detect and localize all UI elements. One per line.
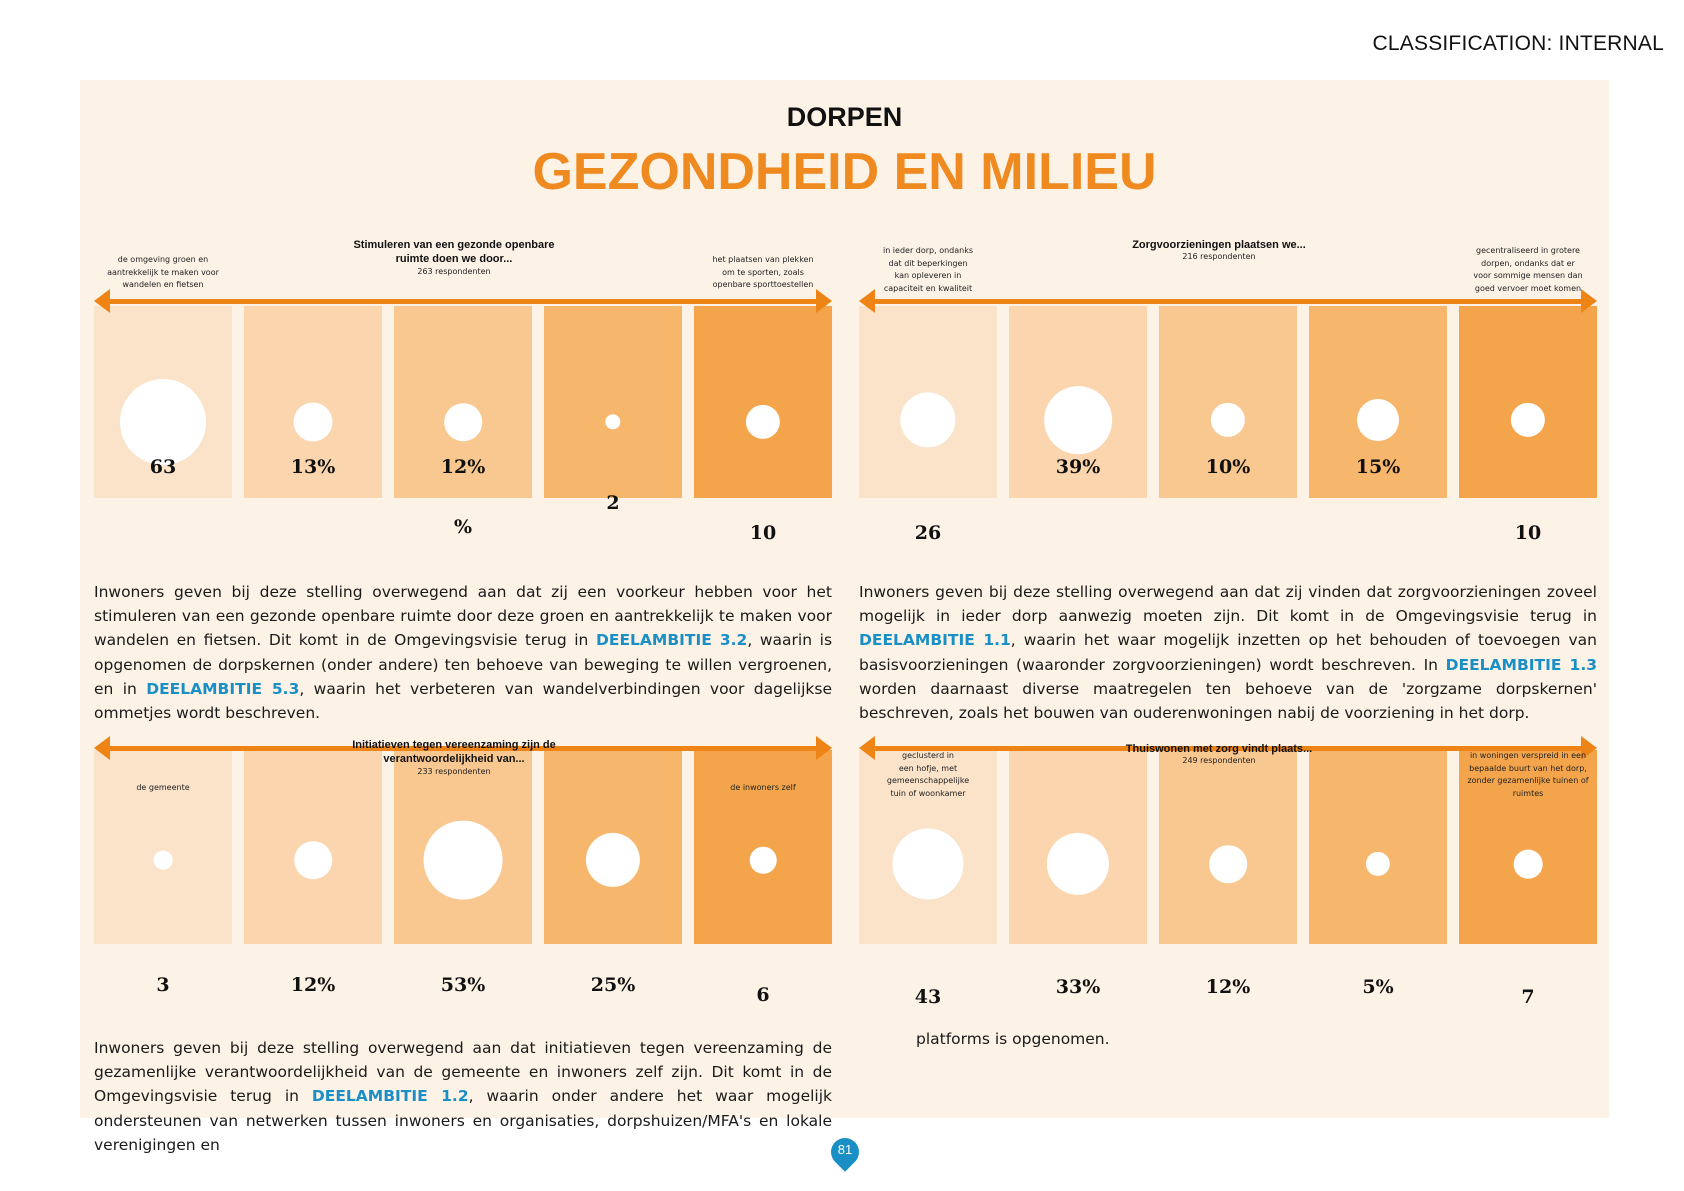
double-arrow-icon — [859, 295, 1597, 307]
response-bubble-2 — [1047, 833, 1109, 895]
scale-label-left — [94, 254, 232, 292]
scale-label-line: kan opleveren in — [894, 271, 962, 280]
paragraph-text: Inwoners geven bij deze stelling overwegend aan dat zij vinden dat zorgvoorzieningen zoveel mogelijk in ieder dorp aanwezig moeten zijn. Dit komt in de Omgevingsvisie terug in — [859, 583, 1597, 626]
value-label-4: 5% — [1362, 976, 1394, 998]
value-label-2: 33% — [1055, 976, 1101, 998]
link-deelambitie-1-3[interactable]: DEELAMBITIE 1.3 — [1445, 655, 1598, 674]
section-subtitle: DORPEN — [786, 102, 903, 132]
question-title — [304, 238, 604, 266]
paragraph-continued — [916, 1027, 1316, 1051]
scale-label-line: een hofje, met — [898, 763, 958, 773]
scale-column-1 — [94, 750, 232, 944]
scale-label-line: voor sommige mensen dan — [1473, 271, 1583, 280]
response-bubble-3 — [444, 403, 482, 441]
paragraph-text: , waarin is opgenomen de dorpskernen (onder andere) ten behoeve van beweging te willen vergroenen, en in — [94, 631, 833, 698]
response-bubble-3 — [424, 821, 503, 900]
scale-column-4 — [1309, 750, 1447, 944]
value-label-3: 53% — [440, 974, 486, 996]
question-title — [1069, 238, 1369, 252]
classification-label: CLASSIFICATION: INTERNAL — [1372, 32, 1664, 55]
scale-column-4 — [544, 306, 682, 498]
scale-label-line: dorpen, ondanks dat er — [1481, 258, 1575, 268]
scale-label-line: om te sporten, zoals — [722, 267, 804, 277]
value-label-5: 7 — [1521, 986, 1535, 1008]
scale-label-line: goed vervoer moet komen — [1474, 283, 1582, 293]
scale-label-left — [859, 750, 997, 800]
scale-label-line: bepaalde buurt van het dorp, — [1469, 763, 1587, 773]
chart-vereenzaming — [94, 732, 832, 1004]
value-label-4: 2 — [606, 492, 620, 514]
paragraph-text: platforms is opgenomen. — [916, 1030, 1110, 1048]
response-bubble-5 — [1514, 850, 1543, 879]
chart-thuiswonen-met-zorg — [859, 732, 1597, 1008]
response-bubble-1 — [892, 828, 963, 899]
scale-label-line: dat dit beperkingen — [888, 258, 968, 268]
value-label-1: 26 — [914, 522, 942, 544]
response-bubble-4 — [586, 833, 640, 887]
question-title-line-1: Initiatieven tegen vereenzaming zijn de — [352, 739, 556, 751]
scale-label-line: tuin of woonkamer — [890, 788, 966, 798]
paragraph-text: , waarin het waar mogelijk inzetten op het behouden of toevoegen van basisvoorzieningen (waaronder zorgvoorzieningen) wordt beschreven. In — [859, 631, 1598, 674]
paragraph-vereenzaming — [94, 1036, 832, 1157]
paragraph-text: worden daarnaast diverse maatregelen ten behoeve van de 'zorgzame dorpskernen' beschreven, zoals het bouwen van ouderenwoningen nabij de voorziening in het dorp. — [859, 679, 1597, 723]
paragraph-text: Inwoners geven bij deze stelling overwegend aan dat initiatieven tegen vereenzaming de gezamenlijke verantwoordelijkheid van de gemeente en inwoners zelf zijn. Dit komt in de Omgevingsvisie terug in — [94, 1039, 832, 1106]
scale-label-right — [1451, 245, 1605, 295]
scale-label-line: de inwoners zelf — [730, 783, 796, 792]
value-label-2: 39% — [1055, 456, 1101, 478]
chart-stimuleren-openbare-ruimte — [94, 239, 832, 558]
question-title — [1069, 742, 1369, 756]
response-bubble-1 — [900, 392, 955, 447]
scale-label-right — [686, 254, 840, 292]
response-bubble-5 — [750, 847, 777, 874]
link-deelambitie-1-2[interactable]: DEELAMBITIE 1.2 — [311, 1087, 469, 1106]
value-label-3: 12% — [440, 456, 486, 478]
scale-label-line: zonder gezamenlijke tuinen of — [1467, 776, 1589, 785]
value-label-5: 10 — [749, 522, 777, 544]
scale-label-line: in woningen verspreid in een — [1469, 751, 1587, 760]
scale-label-line: gemeenschappelijke — [886, 776, 970, 785]
value-label-1: 63 — [149, 456, 177, 478]
scale-label-line: de gemeente — [136, 783, 190, 792]
page-number: 81 — [837, 1142, 853, 1157]
response-bubble-4 — [1357, 399, 1399, 441]
question-title-line-2: ruimte doen we door... — [395, 253, 513, 265]
value-label-1: 43 — [914, 986, 942, 1008]
scale-column-5 — [694, 306, 832, 498]
value-label-5: 6 — [756, 984, 770, 1006]
question-title — [304, 738, 604, 766]
value-label-4: 15% — [1355, 456, 1401, 478]
paragraph-openbare-ruimte — [94, 580, 832, 725]
paragraph-text: , waarin het verbeteren van wandelverbindingen voor dagelijkse ommetjes wordt beschreven. — [94, 679, 832, 723]
scale-label-line: gecentraliseerd in grotere — [1476, 246, 1580, 255]
value-label-3: 12% — [1205, 976, 1251, 998]
response-bubble-3 — [1209, 845, 1247, 883]
double-arrow-icon — [94, 295, 832, 307]
question-title-line-2: verantwoordelijkheid van... — [383, 753, 525, 765]
scale-label-left — [94, 782, 232, 795]
paragraph-text: Inwoners geven bij deze stelling overwegend aan dat zij een voorkeur hebben voor het stimuleren van een gezonde openbare ruimte door deze groen en aantrekkelijk te maken voor wandelen en fietsen. Dit komt in de Omgevingsvisie terug in — [94, 583, 832, 650]
response-bubble-2 — [294, 841, 332, 879]
scale-label-left — [859, 245, 997, 295]
value-label-suffix-3: % — [453, 516, 473, 538]
scale-label-line: capaciteit en kwaliteit — [883, 283, 973, 293]
respondent-count: 216 respondenten — [1182, 252, 1256, 261]
scale-label-line: de omgeving groen en — [117, 255, 209, 264]
link-deelambitie-5-3[interactable]: DEELAMBITIE 5.3 — [146, 679, 300, 698]
scale-label-line: ruimtes — [1512, 788, 1544, 798]
value-label-2: 13% — [290, 456, 336, 478]
value-label-2: 12% — [290, 974, 336, 996]
response-bubble-2 — [293, 402, 332, 441]
respondent-count: 233 respondenten — [417, 767, 491, 776]
value-label-3: 10% — [1205, 456, 1251, 478]
response-bubble-2 — [1044, 386, 1112, 454]
question-title-line-1: Stimuleren van een gezonde openbare — [353, 239, 555, 251]
scale-label-line: in ieder dorp, ondanks — [882, 246, 974, 255]
scale-label-line: wandelen en fietsen — [122, 280, 204, 289]
page-title: GEZONDHEID EN MILIEU — [532, 143, 1157, 201]
chart-zorgvoorzieningen — [859, 239, 1597, 558]
paragraph-zorgvoorzieningen — [859, 580, 1597, 725]
scale-label-line: openbare sporttoestellen — [712, 280, 814, 289]
paragraph-text: , waarin onder andere het waar mogelijk ondersteunen van netwerken tussen inwoners en organisaties, dorpshuizen/MFA's en lokale verenigingen en — [94, 1087, 832, 1154]
value-label-4: 25% — [590, 974, 636, 996]
respondent-count: 249 respondenten — [1182, 756, 1256, 765]
respondent-count: 263 respondenten — [417, 267, 491, 276]
scale-label-line: aantrekkelijk te maken voor — [107, 267, 219, 277]
link-deelambitie-3-2[interactable]: DEELAMBITIE 3.2 — [595, 631, 748, 650]
value-label-1: 3 — [156, 974, 170, 996]
response-bubble-1 — [154, 851, 173, 870]
scale-label-line: geclusterd in — [902, 751, 954, 760]
link-deelambitie-1-1[interactable]: DEELAMBITIE 1.1 — [859, 631, 1011, 650]
scale-label-right — [686, 782, 840, 795]
response-bubble-1 — [120, 379, 206, 465]
question-title-line-1: Thuiswonen met zorg vindt plaats... — [1125, 743, 1313, 755]
question-title-line-1: Zorgvoorzieningen plaatsen we... — [1132, 239, 1306, 251]
scale-label-right — [1451, 750, 1605, 800]
scale-label-line: het plaatsen van plekken — [712, 255, 814, 264]
value-label-5: 10 — [1514, 522, 1542, 544]
